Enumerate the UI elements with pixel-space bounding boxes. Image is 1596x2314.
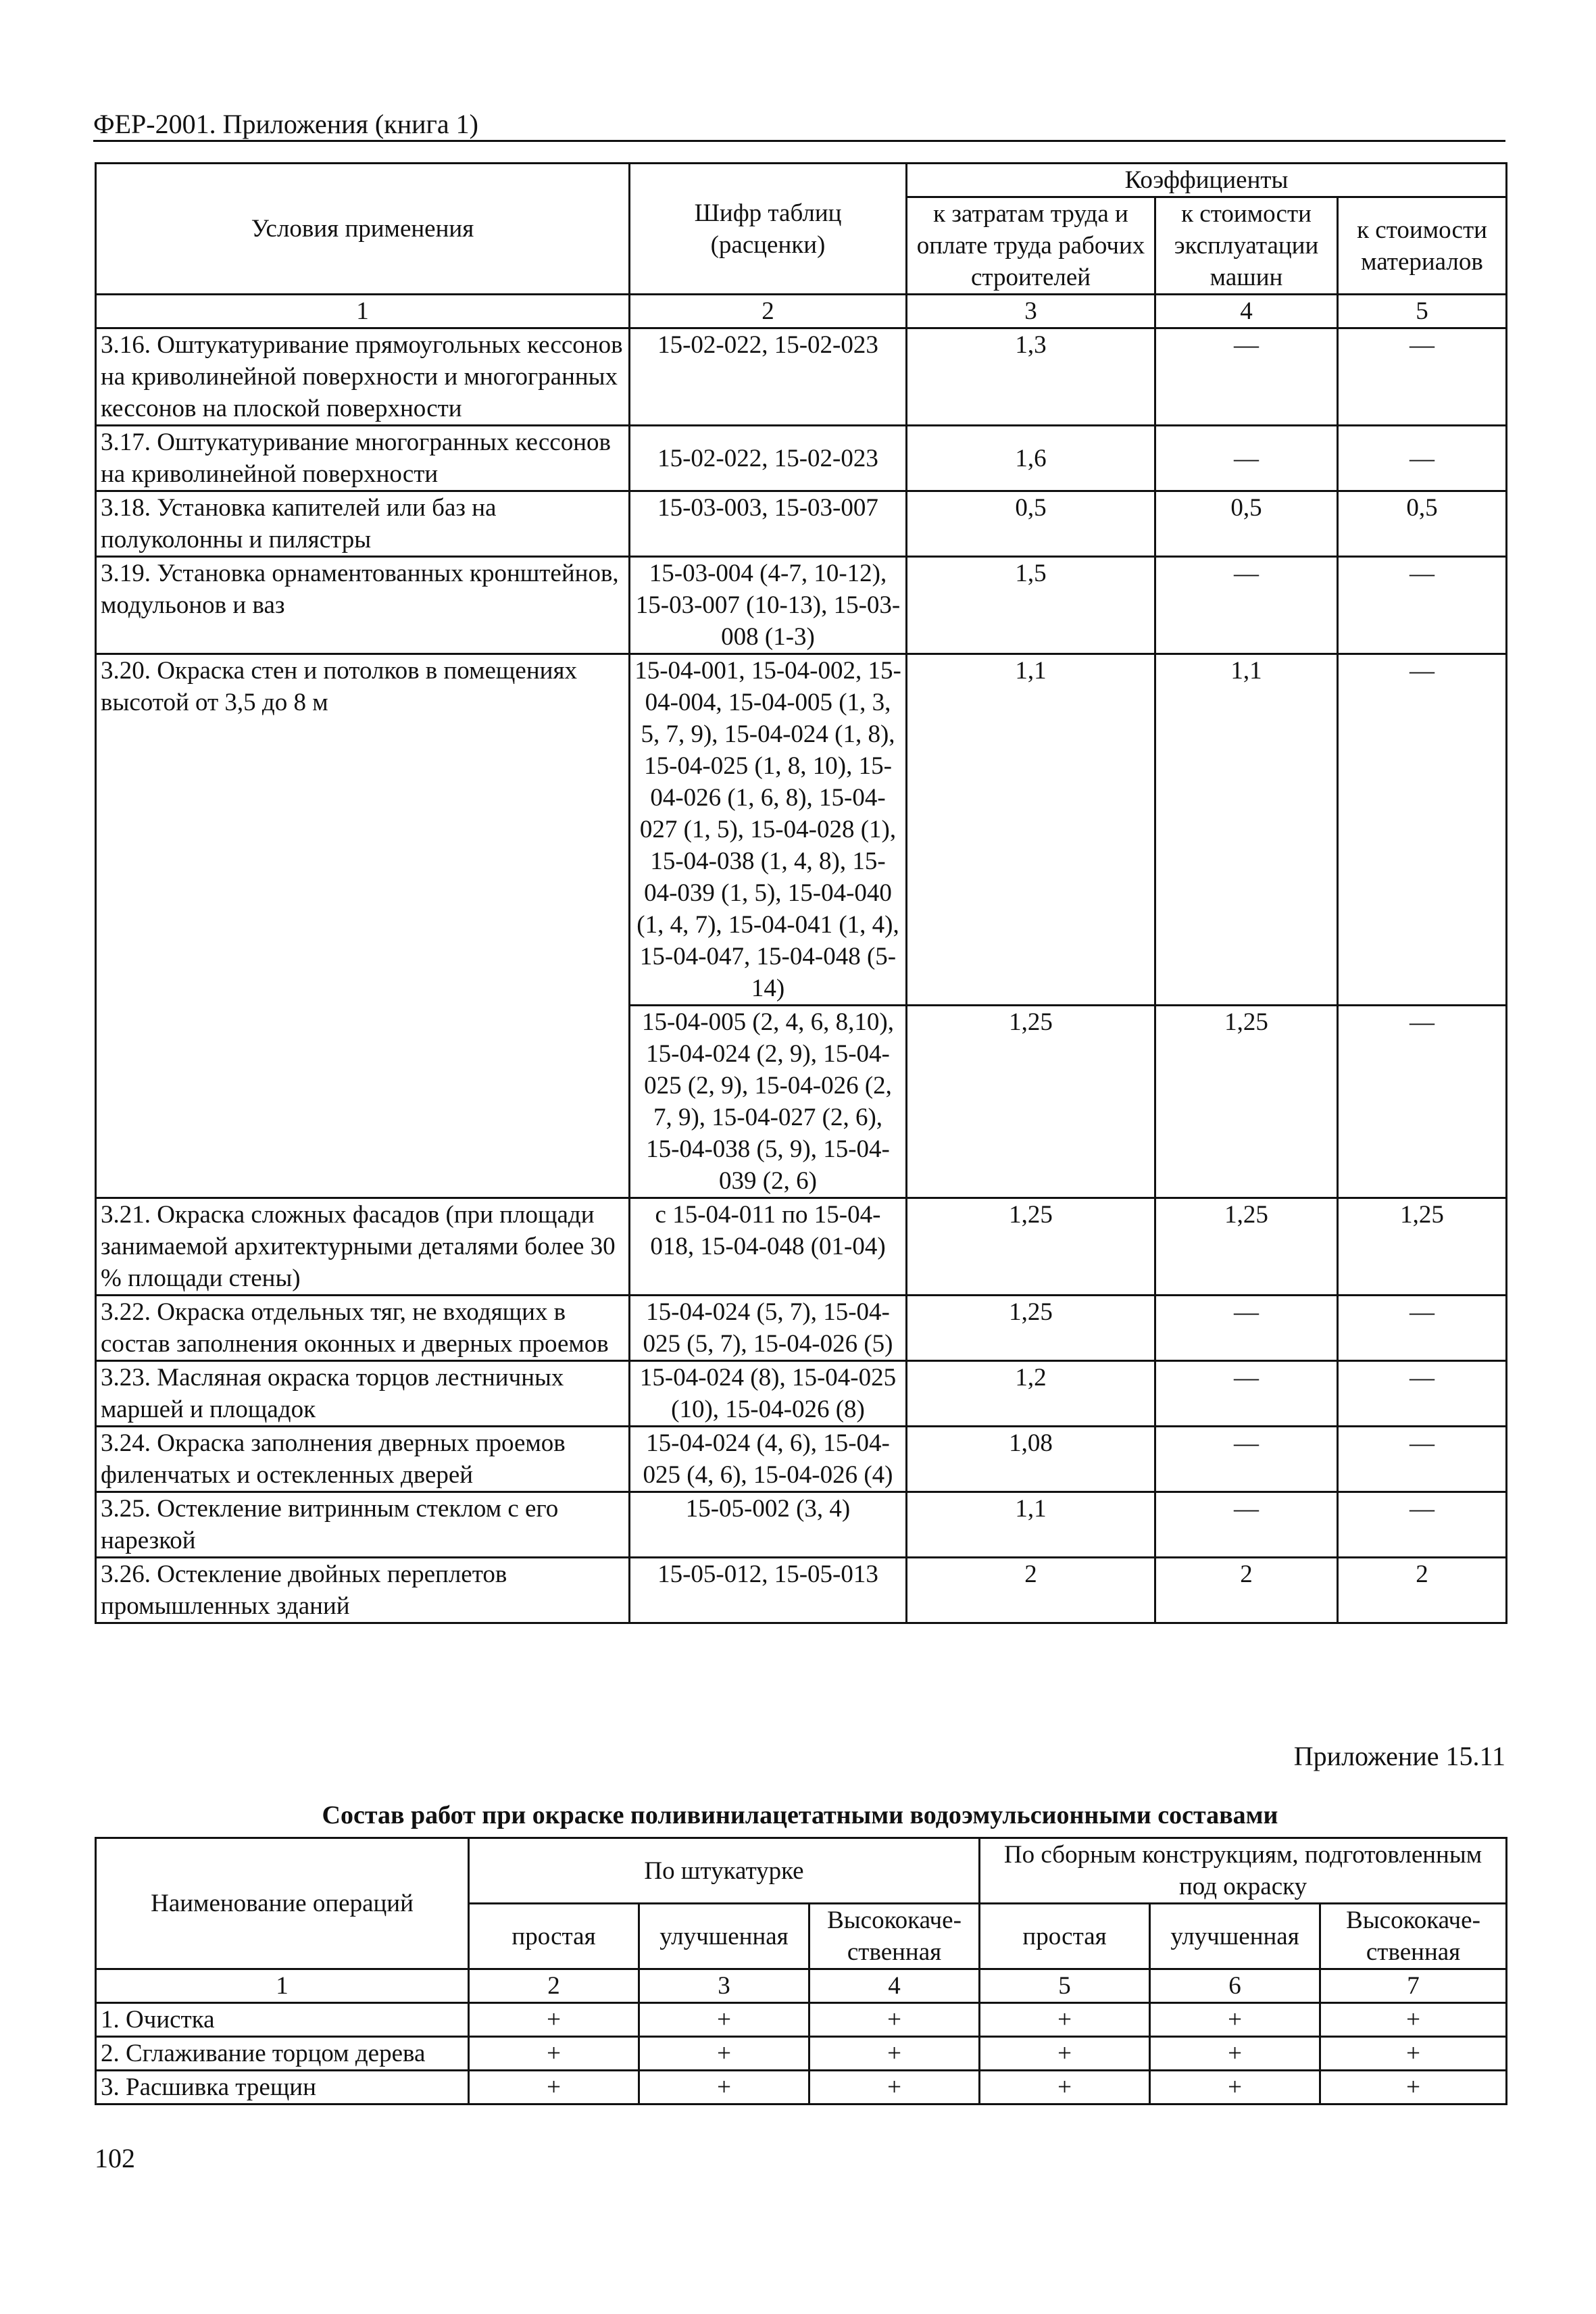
cell-condition: 3.18. Установка капителей или баз на полуколонны и пилястры	[96, 491, 630, 557]
table-row	[96, 1558, 1507, 1623]
table2-title: Состав работ при окраске поливинилацетатными водоэмульсионными составами	[322, 1801, 1278, 1829]
cell-condition: 3.22. Окраска отдельных тяг, не входящих в состав заполнения оконных и дверных проемов	[96, 1296, 630, 1361]
cell-materials: —	[1338, 654, 1507, 1006]
cell-condition: 3.25. Остекление витринным стеклом с его нарезкой	[96, 1492, 630, 1558]
th-code: Шифр таблиц (расценки)	[630, 164, 907, 295]
cell-labor: 1,6	[907, 426, 1155, 491]
cell-machines: 1,25	[1155, 1006, 1338, 1198]
cell-materials: 2	[1338, 1558, 1507, 1623]
cell-code: 15-02-022, 15-02-023	[630, 426, 907, 491]
table-row	[96, 2071, 1507, 2104]
colnum: 7	[1320, 1969, 1507, 2003]
cell-labor: 0,5	[907, 491, 1155, 557]
th-prefab: По сборным конструкциям, подготовленным под окраску	[980, 1838, 1507, 1904]
cell-condition: 3.20. Окраска стен и потолков в помещениях высотой от 3,5 до 8 м	[96, 654, 630, 1198]
th-operations: Наименование операций	[96, 1838, 469, 1969]
cell-condition: 3.24. Окраска заполнения дверных проемов филенчатых и остекленных дверей	[96, 1427, 630, 1492]
colnum: 1	[96, 1969, 469, 2003]
cell-labor: 1,3	[907, 328, 1155, 426]
cell-machines: —	[1155, 426, 1338, 491]
cell-materials: —	[1338, 1006, 1507, 1198]
cell-materials: —	[1338, 328, 1507, 426]
table-row	[96, 2003, 1507, 2037]
cell-condition: 3.23. Масляная окраска торцов лестничных маршей и площадок	[96, 1361, 630, 1427]
cell-mark: +	[639, 2071, 809, 2104]
cell-code: 15-04-024 (5, 7), 15-04-025 (5, 7), 15-04-026 (5)	[630, 1296, 907, 1361]
th-machines: к стоимости эксплуатации машин	[1155, 197, 1338, 295]
table-row	[96, 1198, 1507, 1296]
table-row	[96, 1427, 1507, 1492]
coefficients-table	[95, 162, 1507, 1624]
cell-labor: 1,25	[907, 1296, 1155, 1361]
cell-labor: 1,25	[907, 1006, 1155, 1198]
colnum: 3	[639, 1969, 809, 2003]
cell-materials: 0,5	[1338, 491, 1507, 557]
cell-code: с 15-04-011 по 15-04-018, 15-04-048 (01-04)	[630, 1198, 907, 1296]
cell-mark: +	[809, 2037, 980, 2071]
table-row	[96, 1296, 1507, 1361]
table-row	[96, 557, 1507, 654]
cell-machines: —	[1155, 1296, 1338, 1361]
cell-materials: 1,25	[1338, 1198, 1507, 1296]
operations-table	[95, 1837, 1507, 2105]
th-simple: простая	[980, 1904, 1150, 1969]
th-simple: простая	[469, 1904, 639, 1969]
cell-code: 15-04-024 (8), 15-04-025 (10), 15-04-026 (8)	[630, 1361, 907, 1427]
page-number: 102	[95, 2143, 135, 2173]
th-high-quality: Высококаче-ственная	[809, 1904, 980, 1969]
cell-machines: 2	[1155, 1558, 1338, 1623]
table-row	[96, 426, 1507, 491]
cell-labor: 1,1	[907, 654, 1155, 1006]
appendix-label: Приложение 15.11	[1293, 1741, 1505, 1771]
th-conditions: Условия применения	[96, 164, 630, 295]
cell-machines: 1,1	[1155, 654, 1338, 1006]
th-improved: улучшенная	[1150, 1904, 1320, 1969]
cell-condition: 3.17. Оштукатуривание многогранных кессонов на криволинейной поверхности	[96, 426, 630, 491]
header-rule	[93, 140, 1505, 142]
cell-code: 15-04-001, 15-04-002, 15-04-004, 15-04-005 (1, 3, 5, 7, 9), 15-04-024 (1, 8), 15-04-025 (1, 8, 10), 15-04-026 (1, 6, 8), 15-04-027 (1, 5), 15-04-028 (1), 15-04-038 (1, 4, 8), 15-04-039 (1, 5), 15-04-040 (1, 4, 7), 15-04-041 (1, 4), 15-04-047, 15-04-048 (5-14)	[630, 654, 907, 1006]
cell-condition: 3.19. Установка орнаментованных кронштейнов, модульонов и ваз	[96, 557, 630, 654]
cell-code: 15-05-002 (3, 4)	[630, 1492, 907, 1558]
cell-machines: —	[1155, 1361, 1338, 1427]
cell-mark: +	[469, 2037, 639, 2071]
cell-materials: —	[1338, 1361, 1507, 1427]
cell-mark: +	[1320, 2071, 1507, 2104]
cell-materials: —	[1338, 557, 1507, 654]
colnum: 6	[1150, 1969, 1320, 2003]
cell-labor: 1,25	[907, 1198, 1155, 1296]
table-row	[96, 328, 1507, 426]
cell-materials: —	[1338, 1492, 1507, 1558]
table-row	[96, 1361, 1507, 1427]
table-row	[96, 2037, 1507, 2071]
cell-mark: +	[1320, 2037, 1507, 2071]
th-coefficients: Коэффициенты	[907, 164, 1507, 197]
colnum: 4	[1155, 295, 1338, 328]
cell-operation: 3. Расшивка трещин	[96, 2071, 469, 2104]
th-labor: к затратам труда и оплате труда рабочих строителей	[907, 197, 1155, 295]
cell-code: 15-04-005 (2, 4, 6, 8,10), 15-04-024 (2, 9), 15-04-025 (2, 9), 15-04-026 (2, 7, 9), 15-04-027 (2, 6), 15-04-038 (5, 9), 15-04-039 (2, 6)	[630, 1006, 907, 1198]
cell-code: 15-05-012, 15-05-013	[630, 1558, 907, 1623]
table-row	[96, 654, 1507, 1006]
cell-operation: 2. Сглаживание торцом дерева	[96, 2037, 469, 2071]
cell-mark: +	[809, 2071, 980, 2104]
colnum: 4	[809, 1969, 980, 2003]
cell-condition: 3.16. Оштукатуривание прямоугольных кессонов на криволинейной поверхности и многогранных кессонов на плоской поверхности	[96, 328, 630, 426]
th-materials: к стоимости материалов	[1338, 197, 1507, 295]
cell-mark: +	[469, 2071, 639, 2104]
cell-machines: 0,5	[1155, 491, 1338, 557]
colnum: 1	[96, 295, 630, 328]
cell-operation: 1. Очистка	[96, 2003, 469, 2037]
colnum: 2	[630, 295, 907, 328]
running-header: ФЕР-2001. Приложения (книга 1)	[93, 109, 478, 139]
cell-machines: —	[1155, 557, 1338, 654]
cell-machines: —	[1155, 328, 1338, 426]
cell-mark: +	[639, 2037, 809, 2071]
cell-mark: +	[980, 2071, 1150, 2104]
cell-condition: 3.21. Окраска сложных фасадов (при площади занимаемой архитектурными деталями более 30 % площади стены)	[96, 1198, 630, 1296]
cell-mark: +	[639, 2003, 809, 2037]
cell-labor: 1,1	[907, 1492, 1155, 1558]
cell-materials: —	[1338, 1296, 1507, 1361]
cell-mark: +	[1320, 2003, 1507, 2037]
colnum: 5	[980, 1969, 1150, 2003]
th-high-quality: Высококаче-ственная	[1320, 1904, 1507, 1969]
cell-labor: 1,2	[907, 1361, 1155, 1427]
colnum: 3	[907, 295, 1155, 328]
cell-code: 15-04-024 (4, 6), 15-04-025 (4, 6), 15-04-026 (4)	[630, 1427, 907, 1492]
cell-labor: 2	[907, 1558, 1155, 1623]
cell-mark: +	[809, 2003, 980, 2037]
cell-materials: —	[1338, 1427, 1507, 1492]
cell-code: 15-03-003, 15-03-007	[630, 491, 907, 557]
cell-labor: 1,5	[907, 557, 1155, 654]
th-plaster: По штукатурке	[469, 1838, 980, 1904]
cell-mark: +	[1150, 2071, 1320, 2104]
cell-mark: +	[469, 2003, 639, 2037]
cell-code: 15-03-004 (4-7, 10-12), 15-03-007 (10-13), 15-03-008 (1-3)	[630, 557, 907, 654]
cell-labor: 1,08	[907, 1427, 1155, 1492]
cell-condition: 3.26. Остекление двойных переплетов промышленных зданий	[96, 1558, 630, 1623]
table-row	[96, 1492, 1507, 1558]
table-row	[96, 491, 1507, 557]
colnum: 2	[469, 1969, 639, 2003]
cell-mark: +	[1150, 2037, 1320, 2071]
cell-mark: +	[980, 2037, 1150, 2071]
cell-code: 15-02-022, 15-02-023	[630, 328, 907, 426]
cell-mark: +	[1150, 2003, 1320, 2037]
cell-mark: +	[980, 2003, 1150, 2037]
cell-machines: 1,25	[1155, 1198, 1338, 1296]
th-improved: улучшенная	[639, 1904, 809, 1969]
cell-materials: —	[1338, 426, 1507, 491]
colnum: 5	[1338, 295, 1507, 328]
cell-machines: —	[1155, 1492, 1338, 1558]
cell-machines: —	[1155, 1427, 1338, 1492]
